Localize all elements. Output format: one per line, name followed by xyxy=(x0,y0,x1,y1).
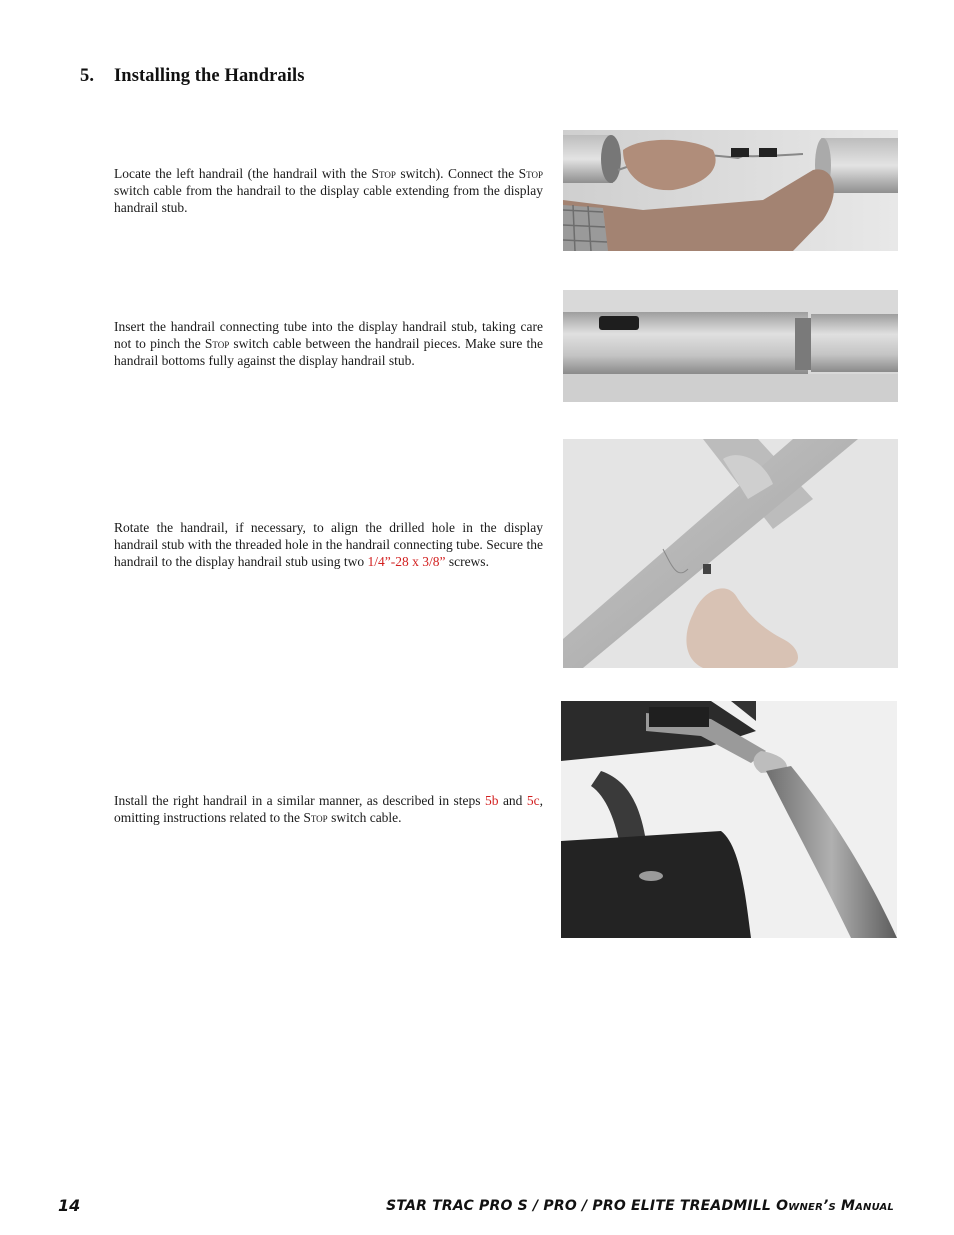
text-run: switch). Connect the xyxy=(395,166,519,181)
text-run: , omitting instructions related to the xyxy=(114,793,543,825)
right-handrail-photo xyxy=(561,701,897,938)
connecting-cable-photo xyxy=(563,130,898,251)
section-heading xyxy=(80,66,305,87)
page-number: 14 xyxy=(58,1196,81,1215)
text-run: switch cable. xyxy=(327,810,402,825)
step-5c-text xyxy=(114,519,543,570)
stop-term: Stop xyxy=(303,810,328,825)
section-number: 5. xyxy=(80,66,95,86)
stop-term: Stop xyxy=(518,166,543,181)
text-run: switch cable between the handrail pieces. Make sure the handrail bottoms fully against the display handrail stub. xyxy=(114,336,543,368)
step-5b-link[interactable]: 5b xyxy=(485,793,499,808)
text-run: Rotate the handrail, if necessary, to align the drilled hole in the display handrail stub with the threaded hole in the handrail connecting tube. Secure the handrail to the display handrail stub using two xyxy=(114,520,543,569)
text-run: screws. xyxy=(445,554,489,569)
stop-term: Stop xyxy=(204,336,230,351)
step-5c-link[interactable]: 5c xyxy=(526,793,540,808)
step-5b-text xyxy=(114,318,543,369)
stop-term: Stop xyxy=(371,166,396,181)
manual-title xyxy=(386,1198,894,1214)
step-5a-text xyxy=(114,165,543,216)
text-run: and xyxy=(498,793,527,808)
manual-title-main: STAR TRAC PRO S / PRO / PRO ELITE TREADMILL xyxy=(386,1198,777,1214)
securing-screw-photo xyxy=(563,439,898,668)
step-5d-text xyxy=(114,792,543,826)
screw-size-reference[interactable]: 1/4”-28 x 3/8” xyxy=(367,554,446,569)
text-run: Install the right handrail in a similar manner, as described in steps xyxy=(114,793,485,808)
text-run: switch cable from the handrail to the display cable extending from the display handrail stub. xyxy=(114,183,543,215)
section-title: Installing the Handrails xyxy=(114,66,305,86)
text-run: Insert the handrail connecting tube into the display handrail stub, taking care not to pinch the xyxy=(114,319,543,351)
inserting-tube-photo xyxy=(563,290,898,402)
manual-title-suffix: Owner’s Manual xyxy=(776,1198,894,1214)
text-run: Locate the left handrail (the handrail with the xyxy=(114,166,372,181)
